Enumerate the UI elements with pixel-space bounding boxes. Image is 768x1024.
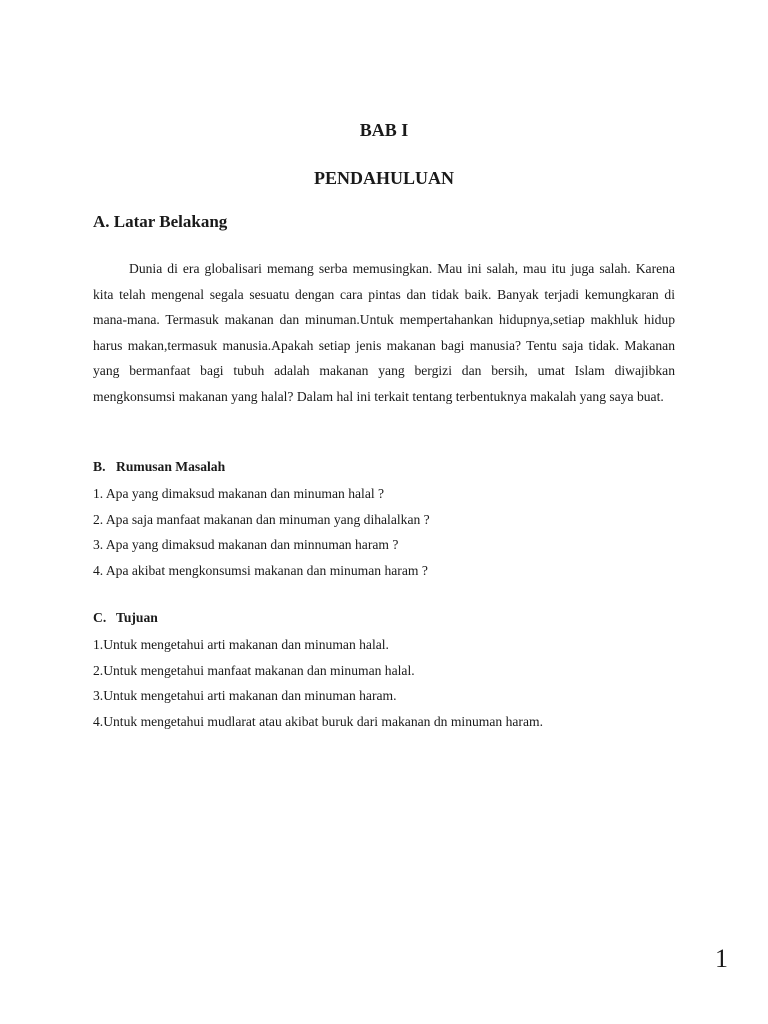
chapter-title: PENDAHULUAN — [313, 168, 454, 188]
section-c-title: Tujuan — [116, 610, 158, 625]
problem-list — [93, 481, 430, 583]
list-item: 2.Untuk mengetahui manfaat makanan dan minuman halal. — [93, 662, 415, 678]
section-b-letter: B. — [93, 459, 106, 474]
page-number: 1 — [715, 944, 728, 973]
list-item: 3.Untuk mengetahui arti makanan dan minuman haram. — [93, 688, 397, 703]
background-paragraph: Dunia di era globalisari memang serba memusingkan. Mau ini salah, mau itu juga salah. Karena kita telah mengenal segala sesuatu dengan cara pintas dan tidak baik. Banyak terjadi kemungkaran di mana-mana. Termasuk makanan dan minuman.Untuk mempertahankan hidupnya,setiap makhluk hidup harus makan,termasuk manusia.Apakah setiap jenis makanan bagi manusia? Tentu saja tidak. Makanan yang bermanfaat bagi tubuh adalah makanan yang bergizi dan bersih, umat Islam diwajibkan mengkonsumsi makanan yang halal? Dalam hal ini terkait tentang terbentuknya makalah yang saya buat. — [93, 261, 675, 404]
section-c-letter: C. — [93, 610, 107, 625]
chapter-number: BAB I — [359, 120, 409, 140]
list-item: 3. Apa yang dimaksud makanan dan minnuman haram ? — [93, 537, 399, 552]
section-c-heading — [93, 610, 158, 626]
list-item: 4. Apa akibat mengkonsumsi makanan dan minuman haram ? — [93, 562, 428, 578]
objective-list — [93, 632, 543, 734]
list-item: 1. Apa yang dimaksud makanan dan minuman halal ? — [93, 486, 385, 501]
section-a-title: Latar Belakang — [113, 212, 228, 231]
section-b-title: Rumusan Masalah — [116, 459, 226, 474]
section-a-letter: A. — [93, 212, 110, 231]
section-b-heading — [93, 459, 225, 475]
list-item: 4.Untuk mengetahui mudlarat atau akibat buruk dari makanan dn minuman haram. — [93, 713, 543, 729]
list-item: 1.Untuk mengetahui arti makanan dan minuman halal. — [93, 637, 389, 652]
section-a-heading — [93, 212, 227, 232]
list-item: 2. Apa saja manfaat makanan dan minuman yang dihalalkan ? — [93, 511, 430, 527]
